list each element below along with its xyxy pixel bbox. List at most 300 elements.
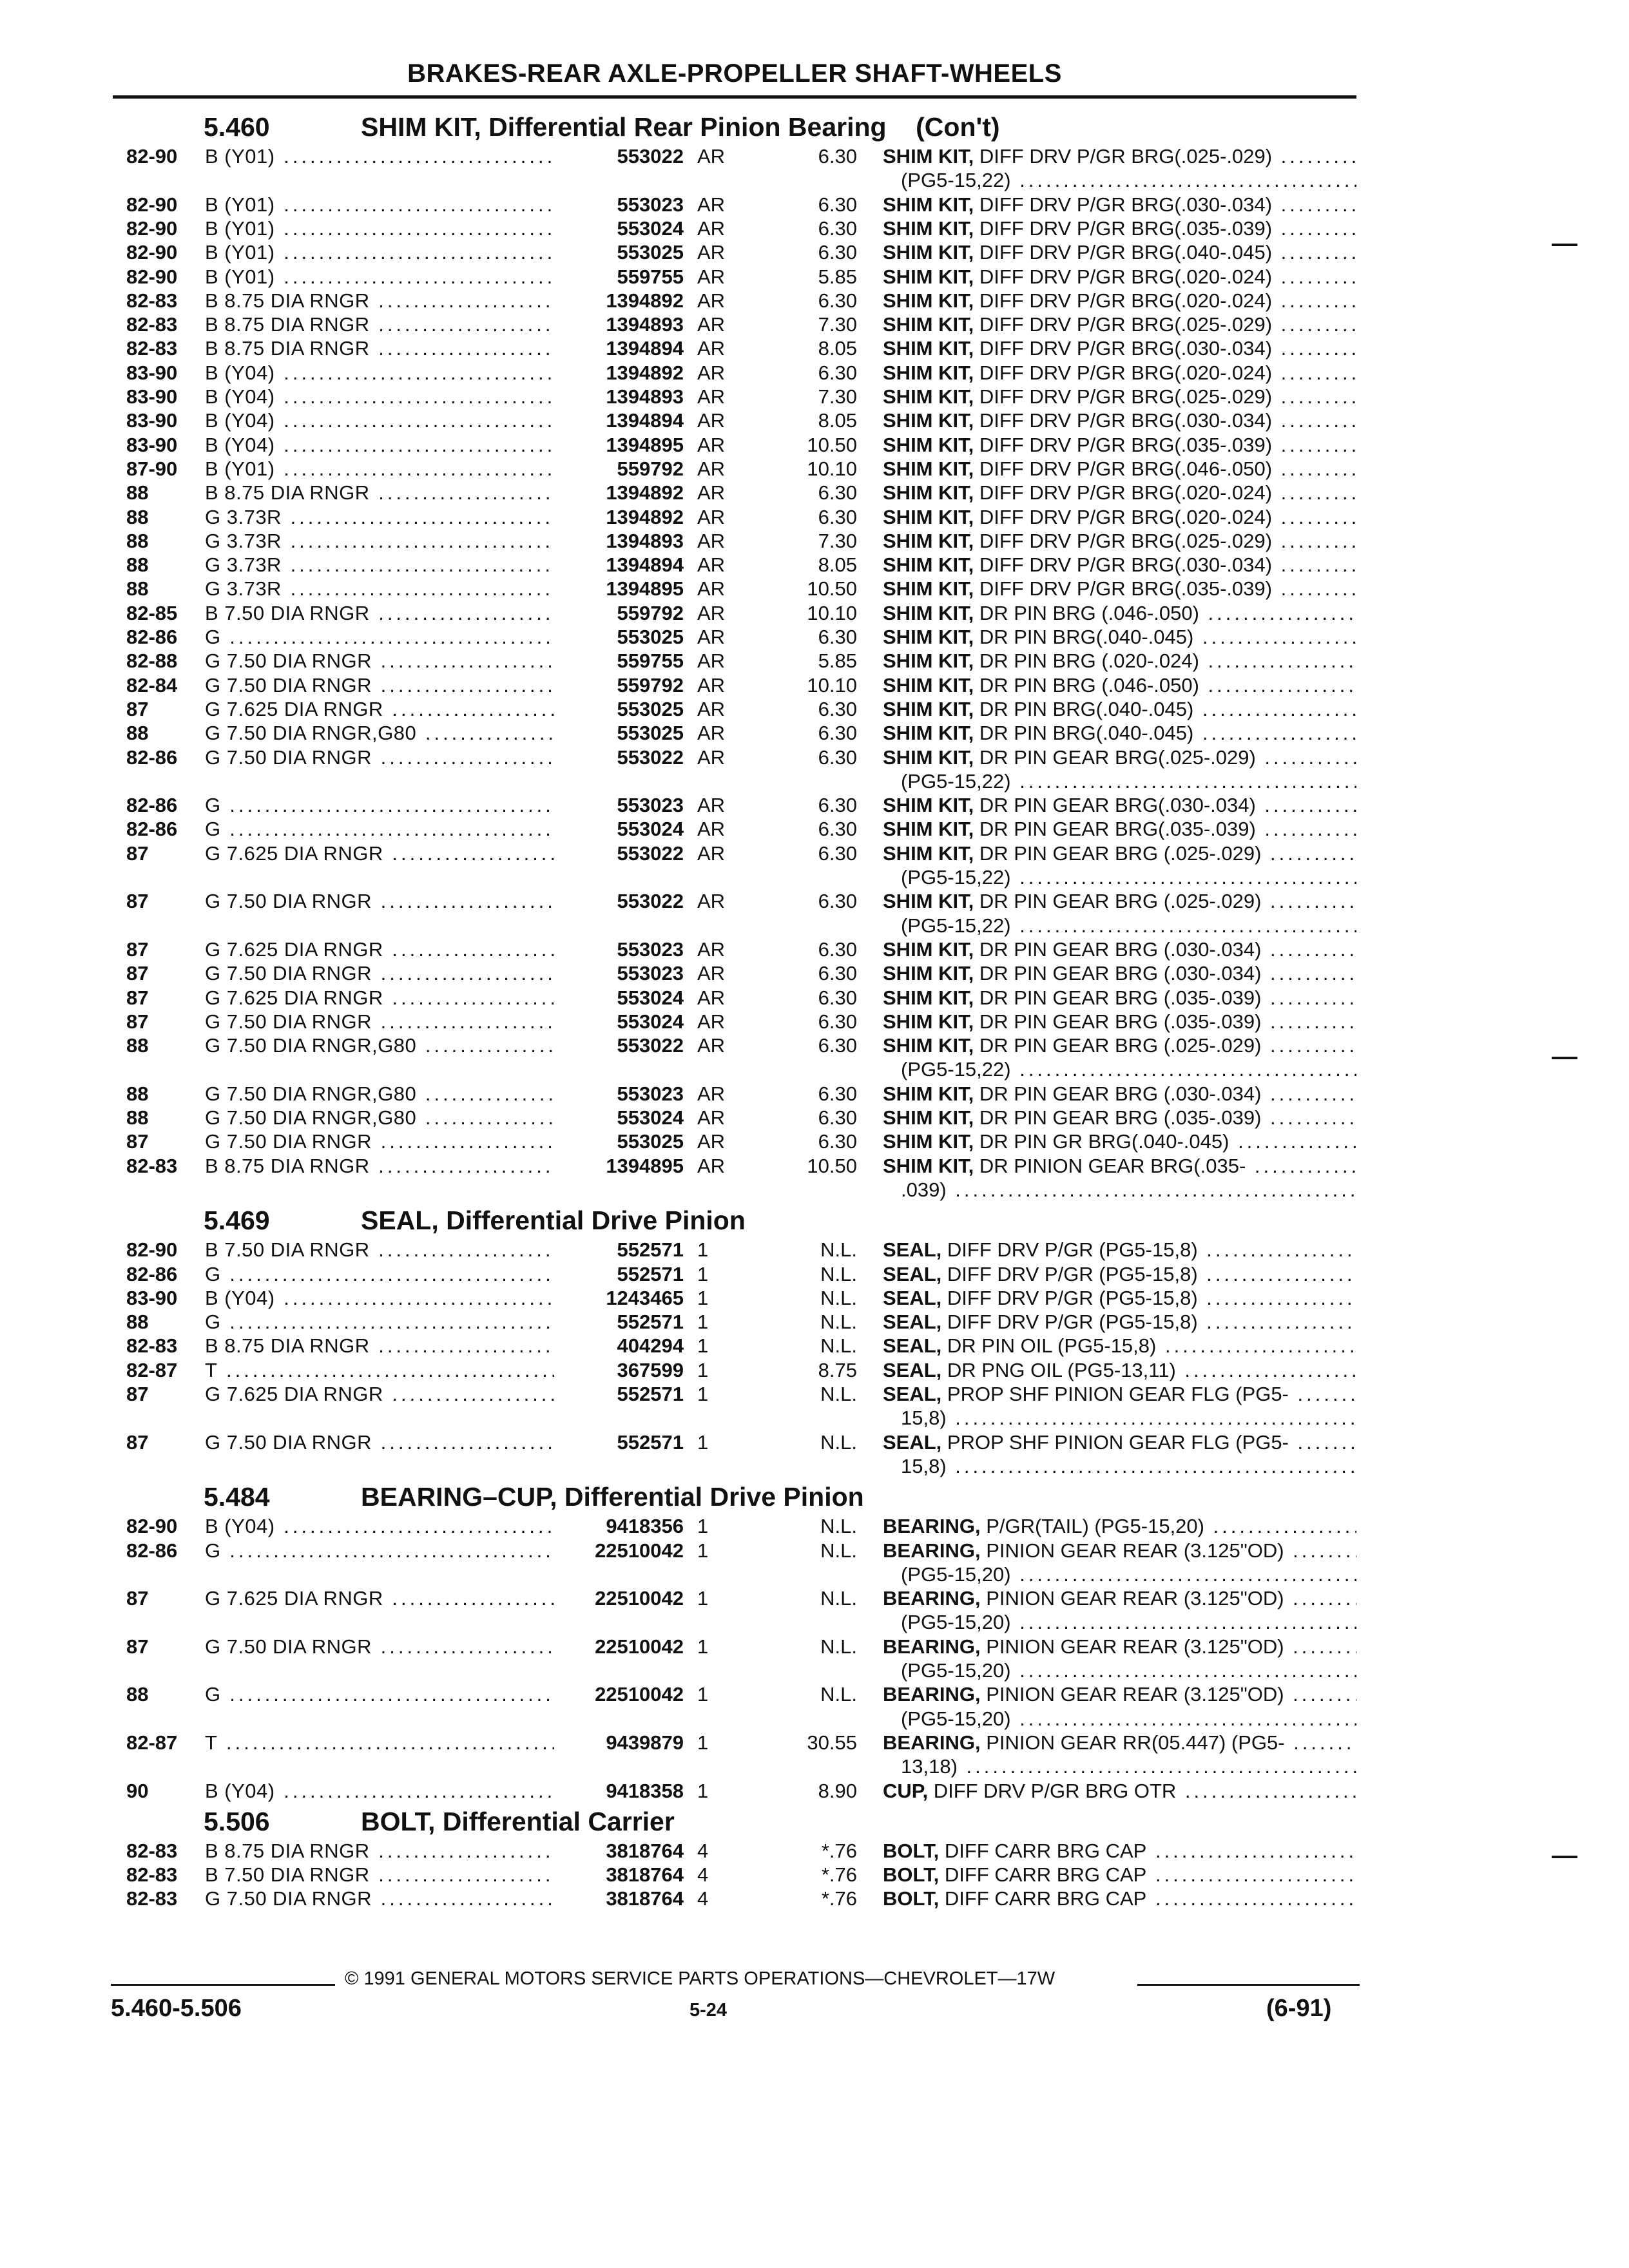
part-number-cell: 1394892 <box>554 289 684 313</box>
quantity-cell: AR <box>697 193 726 216</box>
year-cell: 82-85 <box>126 601 178 624</box>
part-number-cell: 1394895 <box>554 577 684 601</box>
footer-rule-left <box>111 1984 335 1986</box>
year-cell: 82-83 <box>126 1334 178 1358</box>
table-row <box>0 1033 1629 1058</box>
price-cell: 6.30 <box>818 890 857 913</box>
description-text: DIFF DRV P/GR (PG5-15,8) <box>941 1262 1198 1285</box>
description-continuation: (PG5-15,20) ..... <box>901 1562 1356 1587</box>
quantity-cell: AR <box>697 457 726 480</box>
table-row-continuation <box>0 769 1629 794</box>
description-cell <box>883 1430 1356 1455</box>
year-cell: 82-86 <box>126 1262 178 1285</box>
part-number-cell: 1394893 <box>554 529 684 553</box>
part-number-cell: 559755 <box>554 265 684 289</box>
price-cell: 6.30 <box>818 1106 857 1129</box>
description-cell <box>883 625 1356 649</box>
table-row <box>0 433 1629 457</box>
year-cell: 82-90 <box>126 1515 178 1538</box>
model-cell: G 7.50 DIA RNGR ..... <box>205 1635 556 1659</box>
description-keyword: SHIM KIT, <box>883 433 974 456</box>
model-cell: B 8.75 DIA RNGR ..... <box>205 1839 556 1863</box>
price-cell: 6.30 <box>818 745 857 769</box>
year-cell: 88 <box>126 529 149 552</box>
part-number-cell: 1394894 <box>554 336 684 361</box>
section-title: BOLT, Differential Carrier <box>361 1806 675 1836</box>
price-cell: 6.30 <box>818 937 857 961</box>
model-cell: G 7.50 DIA RNGR,G80 ..... <box>205 1082 556 1106</box>
price-cell: 6.30 <box>818 818 857 841</box>
quantity-cell: 4 <box>697 1887 709 1910</box>
table-row <box>0 1779 1629 1803</box>
table-row <box>0 1286 1629 1311</box>
price-cell: 8.75 <box>818 1358 857 1381</box>
description-cell <box>883 1154 1356 1178</box>
description-continuation: (PG5-15,22) ..... <box>901 865 1356 890</box>
table-row <box>0 1682 1629 1707</box>
price-cell: 10.10 <box>807 457 857 480</box>
part-number-cell: 1394894 <box>554 408 684 433</box>
year-cell: 82-86 <box>126 626 178 648</box>
description-cell <box>883 312 1356 337</box>
table-row <box>0 1334 1629 1358</box>
year-cell: 82-84 <box>126 673 178 697</box>
description-cell <box>883 193 1356 217</box>
part-number-cell: 552571 <box>554 1430 684 1455</box>
part-number-cell: 553024 <box>554 216 684 241</box>
table-row <box>0 481 1629 505</box>
quantity-cell: AR <box>697 313 726 336</box>
description-cell <box>883 336 1356 361</box>
quantity-cell: AR <box>697 673 726 697</box>
price-cell: 10.10 <box>807 601 857 624</box>
table-row <box>0 553 1629 577</box>
model-cell: G 7.50 DIA RNGR ..... <box>205 673 556 698</box>
description-text: DR PIN GEAR BRG (.035-.039) <box>974 1106 1262 1129</box>
model-cell: G 7.625 DIA RNGR ..... <box>205 1382 556 1407</box>
description-cell <box>883 961 1356 986</box>
description-keyword: SHIM KIT, <box>883 697 974 720</box>
description-cell <box>883 1863 1356 1887</box>
quantity-cell: 1 <box>697 1238 709 1262</box>
year-cell: 82-90 <box>126 1238 178 1262</box>
description-text: DR PIN GEAR BRG (.030-.034) <box>974 937 1262 961</box>
description-continuation: (PG5-15,20) ..... <box>901 1707 1356 1731</box>
table-row <box>0 577 1629 601</box>
year-cell: 82-83 <box>126 1887 178 1910</box>
description-text: P/GR(TAIL) (PG5-15,20) <box>980 1515 1204 1538</box>
description-keyword: SHIM KIT, <box>883 337 974 360</box>
quantity-cell: AR <box>697 505 726 528</box>
part-number-cell: 553023 <box>554 793 684 818</box>
price-cell: N.L. <box>820 1383 857 1405</box>
description-text: DR PIN GEAR BRG (.025-.029) <box>974 841 1262 865</box>
table-row-continuation <box>0 1178 1629 1202</box>
description-cell <box>883 1310 1356 1334</box>
price-cell: 6.30 <box>818 289 857 312</box>
description-keyword: SHIM KIT, <box>883 409 974 432</box>
description-text: PINION GEAR REAR (3.125"OD) <box>980 1539 1284 1562</box>
part-number-cell: 552571 <box>554 1310 684 1334</box>
part-number-cell: 553024 <box>554 986 684 1010</box>
table-row <box>0 1106 1629 1130</box>
description-cell <box>883 937 1356 962</box>
description-keyword: BEARING, <box>883 1587 981 1610</box>
model-cell: G 3.73R ..... <box>205 505 556 530</box>
year-cell: 82-90 <box>126 145 178 168</box>
description-keyword: SHIM KIT, <box>883 962 974 985</box>
model-cell: T ..... <box>205 1731 556 1755</box>
section-heading <box>204 1807 675 1837</box>
description-keyword: BEARING, <box>883 1683 981 1706</box>
quantity-cell: AR <box>697 433 726 456</box>
year-cell: 87 <box>126 1383 149 1405</box>
year-cell: 82-83 <box>126 337 178 360</box>
quantity-cell: AR <box>697 145 726 168</box>
table-row <box>0 937 1629 962</box>
year-cell: 82-86 <box>126 745 178 769</box>
description-text: DIFF DRV P/GR BRG(.035-.039) <box>974 433 1273 456</box>
part-number-cell: 553025 <box>554 697 684 722</box>
quantity-cell: AR <box>697 722 726 745</box>
footer-rule-right <box>1137 1984 1360 1986</box>
quantity-cell: 1 <box>697 1779 709 1802</box>
model-cell: G ..... <box>205 1310 556 1334</box>
year-cell: 83-90 <box>126 433 178 456</box>
part-number-cell: 1394894 <box>554 553 684 577</box>
description-text: DR PIN OIL (PG5-15,8) <box>941 1334 1157 1358</box>
table-row <box>0 312 1629 337</box>
description-text: DR PIN GEAR BRG (.025-.029) <box>974 1034 1262 1057</box>
table-row <box>0 1262 1629 1287</box>
description-text: DR PIN GEAR BRG(.035-.039) <box>974 818 1256 841</box>
table-row <box>0 721 1629 745</box>
table-row <box>0 1839 1629 1863</box>
quantity-cell: AR <box>697 649 726 673</box>
price-cell: *.76 <box>821 1839 857 1862</box>
part-number-cell: 553023 <box>554 1082 684 1106</box>
model-cell: G 7.50 DIA RNGR ..... <box>205 1430 556 1455</box>
price-cell: 8.05 <box>818 553 857 577</box>
table-row <box>0 1863 1629 1887</box>
description-text: DR PIN GEAR BRG(.030-.034) <box>974 794 1256 817</box>
price-cell: 5.85 <box>818 649 857 673</box>
price-cell: 6.30 <box>818 361 857 384</box>
part-number-cell: 22510042 <box>554 1682 684 1707</box>
table-row <box>0 457 1629 481</box>
year-cell: 87 <box>126 1635 149 1658</box>
year-cell: 82-83 <box>126 1154 178 1177</box>
model-cell: B (Y01) ..... <box>205 193 556 217</box>
year-cell: 83-90 <box>126 1286 178 1309</box>
description-text: DIFF DRV P/GR BRG(.025-.029) <box>974 145 1273 168</box>
price-cell: 6.30 <box>818 241 857 264</box>
quantity-cell: 1 <box>697 1311 709 1334</box>
description-text: DIFF DRV P/GR BRG(.020-.024) <box>974 481 1273 505</box>
description-text: DIFF DRV P/GR BRG(.035-.039) <box>974 577 1273 601</box>
year-cell: 83-90 <box>126 385 178 408</box>
model-cell: B (Y01) ..... <box>205 265 556 289</box>
description-keyword: SHIM KIT, <box>883 722 974 745</box>
description-text: DR PIN BRG (.046-.050) <box>974 673 1199 697</box>
description-keyword: SEAL, <box>883 1334 942 1358</box>
price-cell: N.L. <box>820 1311 857 1334</box>
table-row <box>0 889 1629 914</box>
quantity-cell: 1 <box>697 1262 709 1285</box>
description-keyword: BEARING, <box>883 1539 981 1562</box>
table-row-continuation <box>0 1658 1629 1683</box>
price-cell: N.L. <box>820 1515 857 1538</box>
description-cell <box>883 144 1356 169</box>
model-cell: G 3.73R ..... <box>205 529 556 553</box>
description-keyword: SHIM KIT, <box>883 841 974 865</box>
model-cell: G ..... <box>205 1539 556 1563</box>
description-text: PINION GEAR REAR (3.125"OD) <box>980 1635 1284 1658</box>
table-row <box>0 1635 1629 1659</box>
description-text: DR PIN GEAR BRG(.025-.029) <box>974 745 1256 769</box>
description-continuation: 15,8) ..... <box>901 1454 1356 1479</box>
section-title: SHIM KIT, Differential Rear Pinion Bearing (Con't) <box>361 112 1000 142</box>
description-text: DIFF DRV P/GR BRG(.025-.029) <box>974 385 1273 408</box>
model-cell: B 8.75 DIA RNGR ..... <box>205 336 556 361</box>
price-cell: 7.30 <box>818 385 857 408</box>
model-cell: G ..... <box>205 793 556 818</box>
description-text: DR PIN BRG (.046-.050) <box>974 601 1199 624</box>
section-title: SEAL, Differential Drive Pinion <box>361 1206 746 1236</box>
part-number-cell: 552571 <box>554 1262 684 1287</box>
description-text: DIFF DRV P/GR (PG5-15,8) <box>941 1311 1198 1334</box>
year-cell: 83-90 <box>126 409 178 432</box>
table-row <box>0 986 1629 1010</box>
part-number-cell: 1394892 <box>554 361 684 385</box>
description-cell <box>883 1106 1356 1130</box>
description-cell <box>883 240 1356 265</box>
description-keyword: BOLT, <box>883 1839 940 1862</box>
description-cell <box>883 1082 1356 1106</box>
quantity-cell: AR <box>697 241 726 264</box>
price-cell: N.L. <box>820 1587 857 1610</box>
table-row <box>0 193 1629 217</box>
section-heading <box>204 1482 864 1512</box>
description-keyword: SHIM KIT, <box>883 818 974 841</box>
description-text: PINION GEAR REAR (3.125"OD) <box>980 1587 1284 1610</box>
description-text: DIFF DRV P/GR BRG(.020-.024) <box>974 265 1273 288</box>
description-cell <box>883 1887 1356 1911</box>
description-text: DIFF DRV P/GR BRG(.030-.034) <box>974 337 1273 360</box>
margin-mark <box>1552 1856 1577 1858</box>
model-cell: B 7.50 DIA RNGR ..... <box>205 1863 556 1887</box>
table-row <box>0 625 1629 649</box>
year-cell: 88 <box>126 505 149 528</box>
price-cell: N.L. <box>820 1238 857 1262</box>
description-keyword: SHIM KIT, <box>883 890 974 913</box>
description-cell <box>883 601 1356 626</box>
table-row-continuation <box>0 914 1629 938</box>
part-number-cell: 553023 <box>554 937 684 962</box>
description-cell <box>883 889 1356 914</box>
quantity-cell: 1 <box>697 1286 709 1309</box>
description-keyword: SHIM KIT, <box>883 505 974 528</box>
description-text: PINION GEAR RR(05.447) (PG5- <box>980 1731 1285 1754</box>
quantity-cell: 4 <box>697 1863 709 1887</box>
page-title: BRAKES-REAR AXLE-PROPELLER SHAFT-WHEELS <box>407 59 1062 88</box>
description-cell <box>883 1382 1356 1407</box>
table-row <box>0 408 1629 433</box>
quantity-cell: AR <box>697 481 726 505</box>
part-number-cell: 553023 <box>554 193 684 217</box>
table-row-continuation <box>0 1754 1629 1779</box>
description-cell <box>883 1839 1356 1863</box>
model-cell: G 3.73R ..... <box>205 577 556 601</box>
table-row <box>0 1082 1629 1106</box>
model-cell: G 7.50 DIA RNGR ..... <box>205 1887 556 1911</box>
footer-copyright: © 1991 GENERAL MOTORS SERVICE PARTS OPERATIONS—CHEVROLET—17W <box>345 1968 1055 1989</box>
part-number-cell: 553025 <box>554 1129 684 1154</box>
part-number-cell: 553022 <box>554 144 684 169</box>
description-keyword: SHIM KIT, <box>883 193 974 216</box>
description-cell <box>883 721 1356 745</box>
year-cell: 87 <box>126 1130 149 1153</box>
part-number-cell: 3818764 <box>554 1863 684 1887</box>
model-cell: B 7.50 DIA RNGR ..... <box>205 601 556 626</box>
price-cell: 6.30 <box>818 1082 857 1105</box>
model-cell: G 3.73R ..... <box>205 553 556 577</box>
description-keyword: SHIM KIT, <box>883 1010 974 1033</box>
price-cell: N.L. <box>820 1262 857 1285</box>
quantity-cell: AR <box>697 385 726 408</box>
description-continuation: (PG5-15,22) ..... <box>901 769 1356 794</box>
part-number-cell: 1394893 <box>554 385 684 409</box>
price-cell: 8.05 <box>818 409 857 432</box>
description-cell <box>883 1731 1356 1755</box>
description-keyword: SHIM KIT, <box>883 673 974 697</box>
description-cell <box>883 1682 1356 1707</box>
part-number-cell: 553022 <box>554 841 684 866</box>
footer-date: (6-91) <box>1266 1995 1332 2022</box>
description-text: DIFF DRV P/GR BRG(.025-.029) <box>974 313 1273 336</box>
year-cell: 82-90 <box>126 216 178 240</box>
description-cell <box>883 793 1356 818</box>
description-text: DIFF DRV P/GR BRG(.020-.024) <box>974 289 1273 312</box>
year-cell: 87 <box>126 1430 149 1454</box>
table-row-continuation <box>0 1057 1629 1082</box>
section-number: 5.506 <box>204 1806 270 1836</box>
quantity-cell: 1 <box>697 1383 709 1405</box>
model-cell: B 8.75 DIA RNGR ..... <box>205 1334 556 1358</box>
margin-mark <box>1552 1057 1577 1059</box>
description-text: DIFF DRV P/GR BRG OTR <box>928 1779 1177 1802</box>
table-row <box>0 961 1629 986</box>
quantity-cell: AR <box>697 1034 726 1057</box>
quantity-cell: AR <box>697 697 726 720</box>
quantity-cell: AR <box>697 265 726 288</box>
price-cell: 8.05 <box>818 337 857 360</box>
quantity-cell: 4 <box>697 1839 709 1862</box>
quantity-cell: 1 <box>697 1334 709 1358</box>
price-cell: 6.30 <box>818 1130 857 1153</box>
model-cell: G ..... <box>205 817 556 841</box>
description-keyword: SHIM KIT, <box>883 986 974 1009</box>
price-cell: N.L. <box>820 1286 857 1309</box>
description-text: DIFF DRV P/GR (PG5-15,8) <box>941 1286 1198 1309</box>
part-number-cell: 553022 <box>554 889 684 914</box>
table-row <box>0 1238 1629 1262</box>
description-keyword: BOLT, <box>883 1863 940 1887</box>
year-cell: 82-83 <box>126 313 178 336</box>
description-text: DR PIN BRG (.020-.024) <box>974 649 1199 673</box>
year-cell: 87 <box>126 697 149 720</box>
description-keyword: SHIM KIT, <box>883 289 974 312</box>
quantity-cell: AR <box>697 745 726 769</box>
price-cell: N.L. <box>820 1683 857 1706</box>
part-number-cell: 1394892 <box>554 481 684 505</box>
model-cell: G 7.50 DIA RNGR ..... <box>205 745 556 770</box>
table-row <box>0 216 1629 241</box>
model-cell: B (Y01) ..... <box>205 216 556 241</box>
year-cell: 88 <box>126 1683 149 1706</box>
description-cell <box>883 265 1356 289</box>
table-row <box>0 1310 1629 1334</box>
table-row <box>0 817 1629 841</box>
table-row-continuation <box>0 1562 1629 1587</box>
price-cell: 10.50 <box>807 433 857 456</box>
part-number-cell: 553024 <box>554 1010 684 1034</box>
table-row-continuation <box>0 1707 1629 1731</box>
table-row <box>0 1154 1629 1178</box>
description-keyword: CUP, <box>883 1779 929 1802</box>
description-text: DR PIN GEAR BRG (.035-.039) <box>974 1010 1262 1033</box>
quantity-cell: AR <box>697 529 726 552</box>
footer-section-range: 5.460-5.506 <box>111 1995 242 2022</box>
section-number: 5.469 <box>204 1206 270 1236</box>
model-cell: G 7.50 DIA RNGR ..... <box>205 649 556 673</box>
model-cell: B 7.50 DIA RNGR ..... <box>205 1238 556 1262</box>
price-cell: 6.30 <box>818 962 857 985</box>
part-number-cell: 553025 <box>554 721 684 745</box>
model-cell: B 8.75 DIA RNGR ..... <box>205 1154 556 1178</box>
model-cell: B (Y01) ..... <box>205 240 556 265</box>
part-number-cell: 559755 <box>554 649 684 673</box>
quantity-cell: AR <box>697 818 726 841</box>
model-cell: G 7.625 DIA RNGR ..... <box>205 1586 556 1611</box>
header-rule <box>113 95 1356 99</box>
part-number-cell: 1394895 <box>554 433 684 457</box>
description-keyword: SHIM KIT, <box>883 1106 974 1129</box>
quantity-cell: AR <box>697 1130 726 1153</box>
description-cell <box>883 986 1356 1010</box>
table-row <box>0 265 1629 289</box>
part-number-cell: 553024 <box>554 1106 684 1130</box>
model-cell: G ..... <box>205 1262 556 1287</box>
quantity-cell: 1 <box>697 1683 709 1706</box>
quantity-cell: AR <box>697 890 726 913</box>
model-cell: G 7.625 DIA RNGR ..... <box>205 986 556 1010</box>
quantity-cell: AR <box>697 337 726 360</box>
description-cell <box>883 408 1356 433</box>
year-cell: 82-83 <box>126 289 178 312</box>
table-row <box>0 1382 1629 1407</box>
model-cell: G 7.50 DIA RNGR,G80 ..... <box>205 1106 556 1130</box>
model-cell: G ..... <box>205 1682 556 1707</box>
description-cell <box>883 361 1356 385</box>
quantity-cell: AR <box>697 962 726 985</box>
description-text: DR PIN GEAR BRG (.030-.034) <box>974 1082 1262 1105</box>
description-keyword: SHIM KIT, <box>883 745 974 769</box>
description-keyword: SEAL, <box>883 1430 942 1454</box>
price-cell: 6.30 <box>818 841 857 865</box>
table-row <box>0 1586 1629 1611</box>
quantity-cell: AR <box>697 794 726 817</box>
